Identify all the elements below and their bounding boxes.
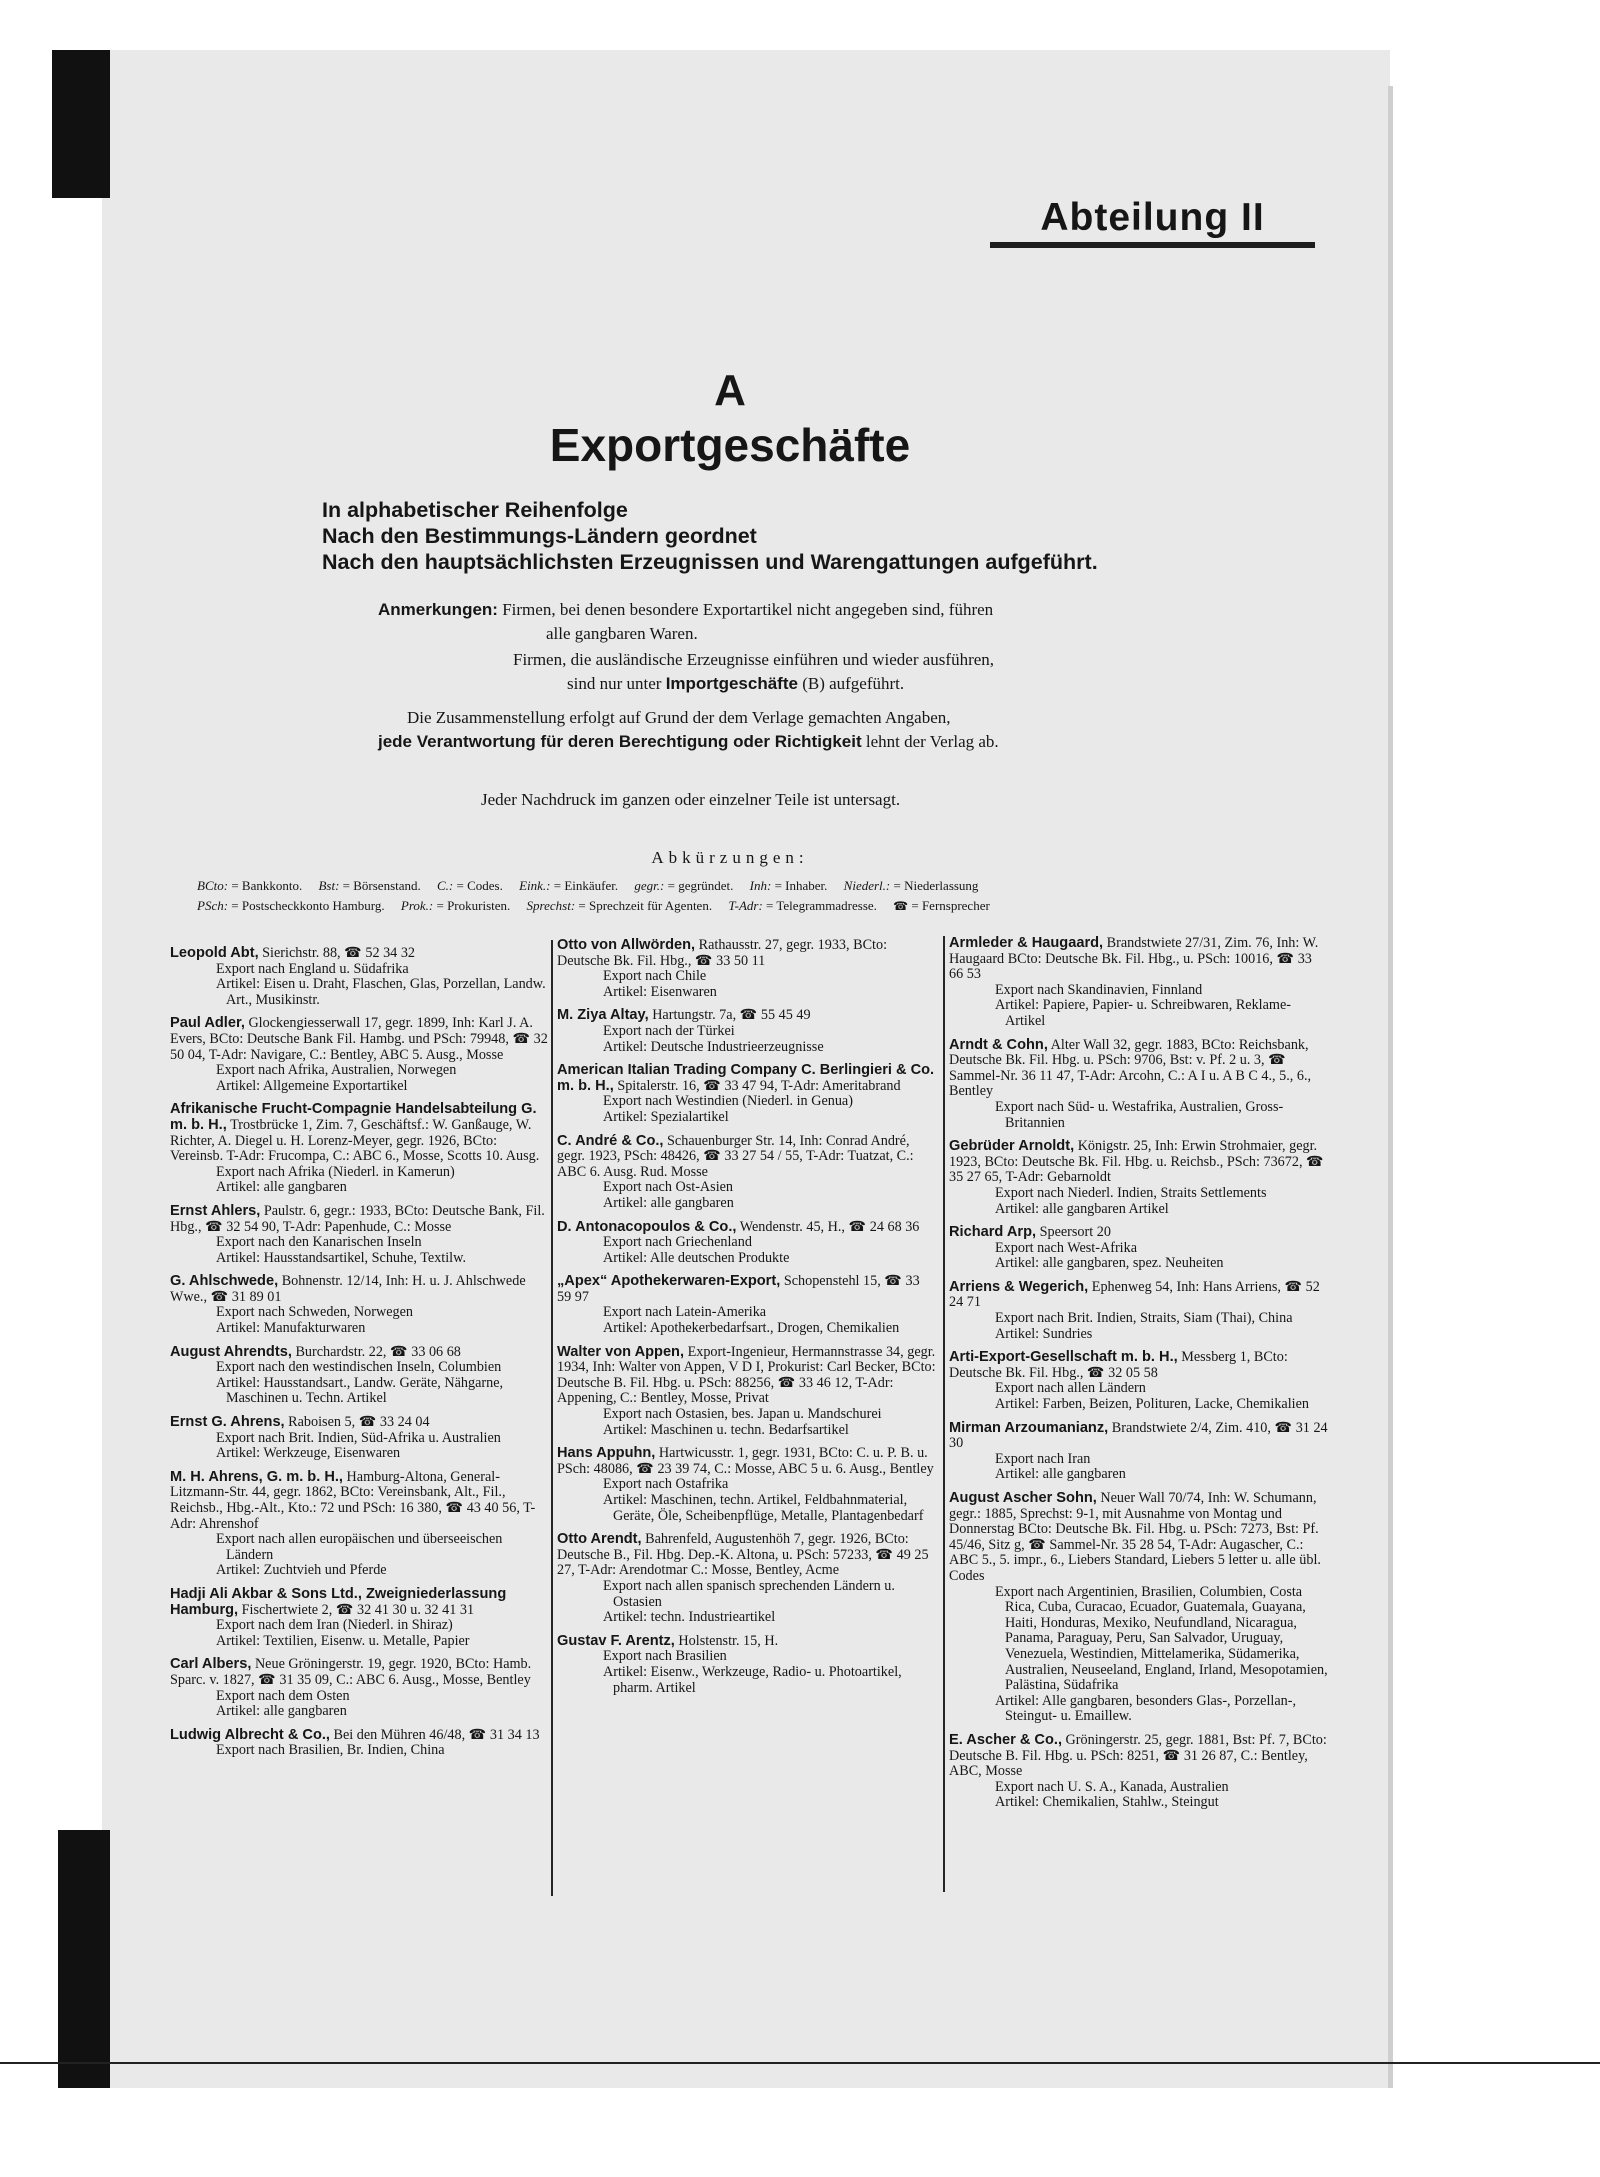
company-entry xyxy=(170,946,548,1008)
company-name: Arriens & Wegerich, xyxy=(949,1278,1089,1295)
company-entry xyxy=(170,1415,548,1462)
company-details: Schauenburger Str. 14, Inh: Conrad André, gegr. 1923, PSch: 48426, ☎ 33 27 54 / 55, T-Adr: Tuatzat, C.: ABC 6. Ausg. Rud. Mosse xyxy=(557,1132,914,1180)
listing-column-1 xyxy=(170,946,548,1767)
column-divider-1 xyxy=(551,940,553,1896)
company-name: Otto von Allwörden, xyxy=(557,937,696,953)
export-articles: Artikel: Allgemeine Exportartikel xyxy=(216,1077,408,1094)
company-details: Wendenstr. 45, H., ☎ 24 68 36 xyxy=(739,1218,920,1235)
export-articles: Artikel: Maschinen, techn. Artikel, Feldbahnmaterial, Geräte, Öle, Scheibenpflüge, Metalle, Plantagenbedarf xyxy=(603,1492,924,1524)
export-destinations: Export nach Chile xyxy=(603,968,707,985)
export-destinations: Export nach Ostasien, bes. Japan u. Mandschurei xyxy=(603,1406,882,1423)
notes-line-3: Firmen, die ausländische Erzeugnisse einführen und wieder ausführen, xyxy=(513,650,995,669)
company-entry xyxy=(170,1102,548,1196)
company-entry xyxy=(557,1134,937,1212)
company-details: Hartwicusstr. 1, gegr. 1931, BCto: C. u. P. B. u. PSch: 48086, ☎ 23 39 74, C.: Mosse, ABC 5 u. 6. Ausg., Bentley xyxy=(557,1445,934,1477)
company-entry xyxy=(170,1470,548,1579)
company-name: E. Ascher & Co., xyxy=(949,1731,1062,1748)
export-destinations: Export nach Argentinien, Brasilien, Columbien, Costa Rica, Cuba, Curacao, Ecuador, Guatemala, Guayana, Haiti, Honduras, Mexiko, Neufundland, Nicaragua, Panama, Paraguay, Peru, San Salvador, Uruguay, Venezuela, Westindien, Mittelamerika, Südamerika, Australien, Neuseeland, England, Irland, Mesopotamien, Palästina, Südafrika xyxy=(995,1583,1328,1694)
export-articles: Artikel: alle gangbaren xyxy=(603,1194,734,1211)
company-entry xyxy=(949,1280,1329,1342)
company-name: Arti-Export-Gesellschaft m. b. H., xyxy=(949,1349,1178,1366)
company-name: August Ahrendts, xyxy=(170,1343,292,1360)
company-details: Burchardstr. 22, ☎ 33 06 68 xyxy=(295,1343,461,1360)
export-destinations: Export nach dem Osten xyxy=(216,1687,350,1704)
company-name: D. Antonacopoulos & Co., xyxy=(557,1218,737,1235)
company-name: M. H. Ahrens, G. m. b. H., xyxy=(170,1468,343,1485)
company-details: Messberg 1, BCto: Deutsche Bk. Fil. Hbg., ☎ 32 05 58 xyxy=(949,1349,1288,1381)
company-name: Arndt & Cohn, xyxy=(949,1036,1048,1053)
scan-bottom-rule xyxy=(0,2062,1600,2064)
export-articles: Artikel: Eisenw., Werkzeuge, Radio- u. Photoartikel, pharm. Artikel xyxy=(603,1663,902,1696)
company-entry xyxy=(949,1491,1329,1725)
column-divider-2 xyxy=(943,936,945,1892)
export-destinations: Export nach Skandinavien, Finnland xyxy=(995,981,1203,998)
company-name: Hans Appuhn, xyxy=(557,1445,656,1462)
company-entry xyxy=(949,1421,1329,1483)
export-destinations: Export nach Süd- u. Westafrika, Australien, Gross-Britannien xyxy=(995,1098,1284,1131)
notes-label: Anmerkungen: xyxy=(378,600,498,619)
export-articles: Artikel: Eisen u. Draht, Flaschen, Glas, Porzellan, Landw. Art., Musikinstr. xyxy=(216,976,546,1008)
export-destinations: Export nach Niederl. Indien, Straits Settlements xyxy=(995,1184,1267,1201)
export-destinations: Export nach Latein-Amerika xyxy=(603,1304,767,1321)
export-articles: Artikel: Maschinen u. techn. Bedarfsartikel xyxy=(603,1421,849,1438)
export-destinations: Export nach Ostafrika xyxy=(603,1476,729,1493)
export-articles: Artikel: Manufakturwaren xyxy=(216,1320,366,1337)
company-name: „Apex“ Apothekerwaren-Export, xyxy=(557,1273,781,1290)
binding-edge-bottom xyxy=(58,1830,110,2088)
export-articles: Artikel: alle gangbaren, spez. Neuheiten xyxy=(995,1255,1224,1272)
company-name: Hadji Ali Akbar & Sons Ltd., Zweigniederlassung Hamburg, xyxy=(170,1585,507,1618)
export-destinations: Export nach U. S. A., Kanada, Australien xyxy=(995,1778,1229,1795)
export-articles: Artikel: Zuchtvieh und Pferde xyxy=(216,1562,387,1579)
company-entry xyxy=(557,1274,937,1336)
company-entry xyxy=(557,1063,937,1125)
company-entry xyxy=(170,1657,548,1719)
company-details: Bohnenstr. 12/14, Inh: H. u. J. Ahlschwede Wwe., ☎ 31 89 01 xyxy=(170,1273,526,1305)
company-name: August Ascher Sohn, xyxy=(949,1490,1097,1506)
company-entry xyxy=(949,1350,1329,1412)
listing-column-3 xyxy=(949,936,1329,1819)
company-name: Mirman Arzoumanianz, xyxy=(949,1419,1109,1436)
company-entry xyxy=(557,1634,937,1696)
company-details: Sierichstr. 88, ☎ 52 34 32 xyxy=(262,945,416,961)
company-entry xyxy=(949,1733,1329,1811)
export-destinations: Export nach West-Afrika xyxy=(995,1239,1137,1256)
notes-line-2: alle gangbaren Waren. xyxy=(546,624,698,643)
export-articles: Artikel: alle gangbaren Artikel xyxy=(995,1200,1169,1217)
abbreviations-title: Abkürzungen: xyxy=(651,848,809,867)
subheading-3: Nach den hauptsächlichsten Erzeugnissen und Warengattungen aufgeführt. xyxy=(322,550,1098,574)
abbreviations-row-1: BCto: = Bankkonto. Bst: = Börsenstand. C.: = Codes. Eink.: = Einkäufer. gegr.: = gegründet. Inh: = Inhaber. Niederl.: = Niederlassung xyxy=(197,878,979,893)
section-letter: A xyxy=(714,366,746,415)
export-destinations: Export nach allen spanisch sprechenden Ländern u. Ostasien xyxy=(603,1577,895,1610)
export-articles: Artikel: Deutsche Industrieerzeugnisse xyxy=(603,1038,824,1055)
company-entry xyxy=(170,1016,548,1094)
company-name: Richard Arp, xyxy=(949,1224,1037,1241)
company-details: Fischertwiete 2, ☎ 32 41 30 u. 32 41 31 xyxy=(241,1601,475,1618)
export-destinations: Export nach Schweden, Norwegen xyxy=(216,1304,413,1321)
export-articles: Artikel: Sundries xyxy=(995,1325,1093,1342)
export-destinations: Export nach den westindischen Inseln, Columbien xyxy=(216,1359,502,1376)
export-destinations: Export nach Brasilien, Br. Indien, China xyxy=(216,1742,445,1759)
export-destinations: Export nach Afrika, Australien, Norwegen xyxy=(216,1062,457,1079)
export-destinations: Export nach den Kanarischen Inseln xyxy=(216,1234,422,1251)
company-details: Ephenweg 54, Inh: Hans Arriens, ☎ 52 24 71 xyxy=(949,1278,1320,1311)
export-destinations: Export nach Afrika (Niederl. in Kamerun) xyxy=(216,1163,455,1180)
export-articles: Artikel: Eisenwaren xyxy=(603,983,717,1000)
export-articles: Artikel: Werkzeuge, Eisenwaren xyxy=(216,1445,401,1462)
export-destinations: Export nach Brit. Indien, Süd-Afrika u. Australien xyxy=(216,1429,501,1446)
export-articles: Artikel: Farben, Beizen, Polituren, Lacke, Chemikalien xyxy=(995,1396,1310,1413)
export-destinations: Export nach Brit. Indien, Straits, Siam (Thai), China xyxy=(995,1310,1293,1327)
company-name: Ludwig Albrecht & Co., xyxy=(170,1726,330,1743)
export-articles: Artikel: alle gangbaren xyxy=(995,1466,1126,1483)
export-destinations: Export nach Ost-Asien xyxy=(603,1179,734,1196)
company-entry xyxy=(170,1345,548,1407)
company-name: Leopold Abt, xyxy=(170,945,259,961)
company-name: American Italian Trading Company C. Berlingieri & Co. m. b. H., xyxy=(557,1062,935,1094)
notes-line-1: Anmerkungen: Firmen, bei denen besondere Exportartikel nicht angegeben sind, führen xyxy=(378,600,994,619)
company-details: Neuer Wall 70/74, Inh: W. Schumann, gegr.: 1885, Sprechst: 9-1, mit Ausnahme von Montag und Donnerstag BCto: Deutsche Bk. Fil. Hbg. u. PSch: 7273, Bst: Pf. 45/46, Sitz g, ☎ Sammel-Nr. 35 28 54, T-Adr: Augascher, C.: ABC 5., 5. impr., 6., Liebers Standard, Liebers 5 letter u. alle übl. Codes xyxy=(949,1490,1321,1584)
company-details: Paulstr. 6, gegr.: 1933, BCto: Deutsche Bank, Fil. Hbg., ☎ 32 54 90, T-Adr: Papenhude, C.: Mosse xyxy=(170,1202,545,1235)
company-entry xyxy=(170,1204,548,1266)
page-title: Exportgeschäfte xyxy=(549,419,911,471)
export-destinations: Export nach allen Ländern xyxy=(995,1380,1146,1397)
export-articles: Artikel: Chemikalien, Stahlw., Steingut xyxy=(995,1794,1219,1811)
company-details: Export-Ingenieur, Hermannstrasse 34, gegr. 1934, Inh: Walter von Appen, V D I, Prokurist: Carl Becker, BCto: Deutsche B. Fil. Hbg. u. PSch: 88256, ☎ 33 46 12, T-Adr: Appening, C.: Bentley, Mosse, Privat xyxy=(557,1343,936,1407)
export-articles: Artikel: Apothekerbedarfsart., Drogen, Chemikalien xyxy=(603,1320,900,1337)
company-name: Afrikanische Frucht-Compagnie Handelsabteilung G. m. b. H., xyxy=(170,1101,537,1133)
binding-edge-top xyxy=(52,50,110,198)
scan-bottom-margin xyxy=(0,2090,1600,2177)
company-details: Hamburg-Altona, General-Litzmann-Str. 44, gegr. 1862, BCto: Vereinsbank, Alt., Fil., Reichsb., Hbg.-Alt., Kto.: 72 und PSch: 16 380, ☎ 43 40 56, T-Adr: Ahrenshof xyxy=(170,1468,536,1532)
company-details: Speersort 20 xyxy=(1039,1224,1111,1241)
section-title: Abteilung II xyxy=(1040,196,1265,239)
export-destinations: Export nach allen europäischen und überseeischen Ländern xyxy=(216,1531,503,1563)
listing-column-2 xyxy=(557,938,937,1704)
export-articles: Artikel: Papiere, Papier- u. Schreibwaren, Reklame-Artikel xyxy=(995,997,1291,1029)
company-entry xyxy=(949,1038,1329,1132)
export-articles: Artikel: Textilien, Eisenw. u. Metalle, Papier xyxy=(216,1632,470,1649)
export-destinations: Export nach England u. Südafrika xyxy=(216,960,409,977)
company-entry xyxy=(170,1728,548,1759)
notes-line-4: sind nur unter Importgeschäfte (B) aufgeführt. xyxy=(567,674,905,693)
company-name: Otto Arendt, xyxy=(557,1531,642,1548)
company-name: Gebrüder Arnoldt, xyxy=(949,1138,1075,1155)
notes-line-6: jede Verantwortung für deren Berechtigung oder Richtigkeit lehnt der Verlag ab. xyxy=(378,732,999,751)
company-entry xyxy=(557,1220,937,1267)
export-destinations: Export nach Griechenland xyxy=(603,1234,752,1251)
company-details: Raboisen 5, ☎ 33 24 04 xyxy=(288,1414,430,1431)
company-name: C. André & Co., xyxy=(557,1132,664,1149)
company-name: Gustav F. Arentz, xyxy=(557,1632,675,1649)
export-articles: Artikel: Alle gangbaren, besonders Glas-, Porzellan-, Steingut- u. Emaillew. xyxy=(995,1692,1296,1725)
subheading-1: In alphabetischer Reihenfolge xyxy=(322,498,628,522)
company-entry xyxy=(949,936,1329,1030)
export-articles: Artikel: alle gangbaren xyxy=(216,1703,347,1720)
company-entry xyxy=(557,1446,937,1524)
company-details: Neue Gröningerstr. 19, gegr. 1920, BCto: Hamb. Sparc. v. 1827, ☎ 31 35 09, C.: ABC 6. Ausg., Mosse, Bentley xyxy=(170,1656,532,1688)
company-details: Holstenstr. 15, H. xyxy=(678,1632,779,1649)
company-entry xyxy=(949,1225,1329,1272)
company-details: Rathausstr. 27, gegr. 1933, BCto: Deutsche Bk. Fil. Hbg., ☎ 33 50 11 xyxy=(557,937,888,969)
company-details: Bahrenfeld, Augustenhöh 7, gegr. 1926, BCto: Deutsche B., Fil. Hbg. Dep.-K. Altona, u. PSch: 57233, ☎ 49 25 27, T-Adr: Arendotmar C.: Mosse, Bentley, Acme xyxy=(557,1531,929,1579)
company-entry xyxy=(949,1139,1329,1217)
company-entry xyxy=(170,1274,548,1336)
company-entry xyxy=(557,938,937,1000)
export-articles: Artikel: techn. Industrieartikel xyxy=(603,1609,776,1626)
abbreviations-row-2: PSch: = Postscheckkonto Hamburg. Prok.: = Prokuristen. Sprechst: = Sprechzeit für Agenten. T-Adr: = Telegrammadresse. ☎ = Fernsprecher xyxy=(197,898,990,913)
export-articles: Artikel: alle gangbaren xyxy=(216,1179,347,1196)
export-destinations: Export nach dem Iran (Niederl. in Shiraz) xyxy=(216,1617,453,1634)
export-destinations: Export nach Brasilien xyxy=(603,1648,727,1665)
export-articles: Artikel: Hausstandsartikel, Schuhe, Textilw. xyxy=(216,1249,466,1266)
phone-icon: ☎ xyxy=(893,899,909,913)
subheading-2: Nach den Bestimmungs-Ländern geordnet xyxy=(322,524,757,548)
page-shadow xyxy=(1388,86,1393,2088)
notes-line-5: Die Zusammenstellung erfolgt auf Grund der dem Verlage gemachten Angaben, xyxy=(407,708,951,727)
company-name: Armleder & Haugaard, xyxy=(949,935,1104,951)
notes-line-7: Jeder Nachdruck im ganzen oder einzelner Teile ist untersagt. xyxy=(481,790,901,809)
company-details: Trostbrücke 1, Zim. 7, Geschäftsf.: W. Ganßauge, W. Richter, A. Diegel u. H. Lorenz-Meyer, gegr. 1926, BCto: Vereinsb. T-Adr: Frucompa, C.: ABC 6., Mosse, Scotts 10. Ausg. xyxy=(170,1116,540,1165)
company-name: Ernst Ahlers, xyxy=(170,1202,261,1219)
export-destinations: Export nach Westindien (Niederl. in Genua) xyxy=(603,1093,853,1110)
export-articles: Artikel: Spezialartikel xyxy=(603,1108,729,1125)
company-entry xyxy=(170,1587,548,1649)
company-name: Ernst G. Ahrens, xyxy=(170,1414,285,1431)
export-articles: Artikel: Alle deutschen Produkte xyxy=(603,1249,790,1266)
company-details: Hartungstr. 7a, ☎ 55 45 49 xyxy=(652,1007,811,1024)
company-details: Gröningerstr. 25, gegr. 1881, Bst: Pf. 7, BCto: Deutsche B. Fil. Hbg. u. PSch: 8251, ☎ 31 26 87, C.: Bentley, ABC, Mosse xyxy=(949,1731,1327,1780)
company-name: Walter von Appen, xyxy=(557,1343,685,1360)
company-details: Brandstwiete 27/31, Zim. 76, Inh: W. Haugaard BCto: Deutsche Bk. Fil. Hbg., u. PSch: 10016, ☎ 33 66 53 xyxy=(949,935,1319,983)
company-entry xyxy=(557,1008,937,1055)
company-name: M. Ziya Altay, xyxy=(557,1007,649,1024)
company-details: Schopenstehl 15, ☎ 33 59 97 xyxy=(557,1273,920,1305)
export-articles: Artikel: Hausstandsart., Landw. Geräte, Nähgarne, Maschinen u. Techn. Artikel xyxy=(216,1374,504,1407)
company-details: Königstr. 25, Inh: Erwin Strohmaier, gegr. 1923, BCto: Deutsche Bk. Fil. Hbg. u. Reichsb., PSch: 73672, ☎ 35 27 65, T-Adr: Gebarnoldt xyxy=(949,1138,1324,1186)
company-name: G. Ahlschwede, xyxy=(170,1273,279,1290)
company-details: Glockengiesserwall 17, gegr. 1899, Inh: Karl J. A. Evers, BCto: Deutsche Bank Fil. Hambg. und PSch: 79948, ☎ 32 50 04, T-Adr: Navigare, C.: Bentley, ABC 5. Ausg., Mosse xyxy=(170,1015,548,1063)
section-title-underline xyxy=(990,242,1315,248)
import-ref: Importgeschäfte xyxy=(665,674,798,693)
scan-top-margin xyxy=(0,0,1600,52)
company-details: Spitalerstr. 16, ☎ 33 47 94, T-Adr: Ameritabrand xyxy=(617,1077,901,1094)
company-details: Alter Wall 32, gegr. 1883, BCto: Reichsbank, Deutsche Bk. Fil. Hbg. u. PSch: 9706, Bst: v. Pf. 2 u. 3, ☎ Sammel-Nr. 36 11 47, T-Adr: Arcohn, C.: A I u. A B C 4., 5., 6., Bentley xyxy=(949,1036,1312,1100)
company-name: Carl Albers, xyxy=(170,1656,252,1673)
company-details: Brandstwiete 2/4, Zim. 410, ☎ 31 24 30 xyxy=(949,1419,1328,1452)
company-name: Paul Adler, xyxy=(170,1015,245,1032)
export-destinations: Export nach Iran xyxy=(995,1450,1091,1467)
company-details: Bei den Mühren 46/48, ☎ 31 34 13 xyxy=(333,1726,540,1743)
company-entry xyxy=(557,1532,937,1626)
company-entry xyxy=(557,1345,937,1439)
export-destinations: Export nach der Türkei xyxy=(603,1022,735,1039)
